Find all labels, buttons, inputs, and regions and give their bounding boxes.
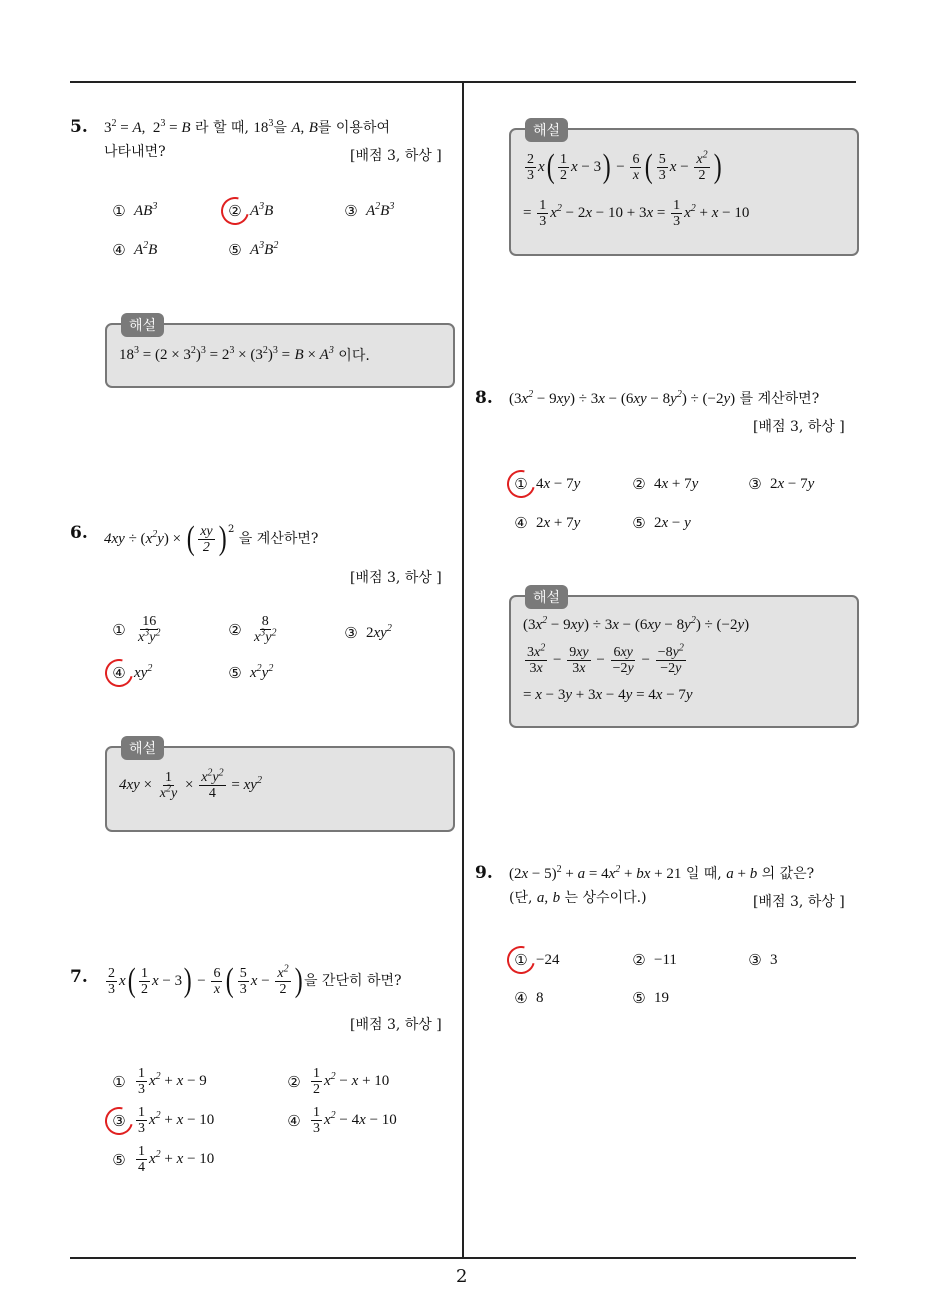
choice-1[interactable]: ① $\frac{1}{3}$ $x^2$ + x − 9 bbox=[110, 1066, 207, 1097]
choice-number: ① bbox=[512, 951, 530, 969]
score-label: [배점 3, 하상 ] bbox=[350, 1017, 442, 1033]
choice-5[interactable]: ⑤ $\frac{1}{4}$ $x^2$ + x − 10 bbox=[110, 1144, 214, 1175]
choice-4[interactable] bbox=[512, 989, 544, 1007]
choice-2[interactable]: ② $\frac{8}{x^3y^2}$ bbox=[226, 614, 280, 645]
choice-number: ① bbox=[112, 1072, 126, 1091]
score-label: [배점 3, 하상 ] bbox=[350, 570, 442, 586]
q5-text-b: 을 bbox=[273, 120, 287, 136]
choice-number: ② bbox=[287, 1072, 301, 1091]
bottom-rule bbox=[70, 1257, 856, 1259]
choice-number: ① bbox=[112, 620, 126, 639]
choice-4[interactable]: ④ $\frac{1}{3}$ $x^2$ − 4 x − 10 bbox=[285, 1105, 397, 1136]
question-text: 4xy ÷ ( $x^2y$ ) × ( $\frac{xy}{2}$ ) 2 을 계산하면? bbox=[104, 520, 319, 557]
explanation-box-q7 bbox=[509, 123, 859, 256]
explanation-tag: 해설 bbox=[525, 585, 568, 609]
choice-number: ④ bbox=[514, 989, 528, 1007]
choice-5[interactable] bbox=[630, 989, 669, 1007]
choice-number: ① bbox=[112, 202, 126, 220]
choice-value: −11 bbox=[654, 951, 677, 968]
explanation-tag: 해설 bbox=[121, 736, 164, 760]
answer-circle-mark bbox=[100, 654, 138, 692]
choice-number: ⑤ bbox=[228, 664, 242, 682]
choice-number: ② bbox=[226, 202, 244, 220]
choice-number: ⑤ bbox=[112, 1150, 126, 1169]
q9-line2-a: (단, bbox=[509, 890, 533, 906]
question-text: $(2x - 5)^2 + a = 4x^2$ + bx + 21 일 때, a + b 의 값은? (단, a, b 는 상수이다.) bbox=[509, 864, 815, 906]
choice-value: 8 bbox=[536, 989, 544, 1006]
explanation-line-2: = $\frac{1}{3}$ $x^2$ − 2 x − 10 + 3 x = $\frac{1}{3}$ $x^2$ + x − 10 bbox=[523, 198, 750, 229]
choice-number: ⑤ bbox=[632, 989, 646, 1007]
score-label: [배점 3, 하상 ] bbox=[753, 894, 845, 910]
choice-1[interactable]: ① $\frac{16}{x^3y^2}$ bbox=[110, 614, 164, 645]
choice-4[interactable]: ④ $xy^2$ bbox=[110, 664, 152, 682]
choice-number: ① bbox=[512, 475, 530, 493]
score-label: [배점 3, 하상 ] bbox=[350, 148, 442, 164]
explanation-box bbox=[509, 590, 859, 728]
choice-value: 19 bbox=[654, 989, 669, 1006]
explanation-line: 4xy × $\frac{1}{x^2y}$ × $\frac{x^2y^2}{4}$ = $xy^2$ bbox=[119, 767, 262, 801]
explanation-line-2: $\frac{3x^2}{3x}$ − $\frac{9xy}{3x}$ − $\frac{6xy}{-2y}$ − $\frac{-8y^2}{-2y}$ bbox=[527, 642, 684, 676]
explanation-tag: 해설 bbox=[525, 118, 568, 142]
q9-text-a: 일 때, bbox=[685, 866, 722, 882]
score-label: [배점 3, 하상 ] bbox=[753, 419, 845, 435]
choice-5[interactable]: ⑤ 2 x − y bbox=[630, 514, 691, 532]
choice-number: ③ bbox=[344, 624, 358, 642]
choice-3[interactable]: ③ $A^2B^3$ bbox=[342, 202, 394, 220]
choice-number: ④ bbox=[112, 241, 126, 259]
q5-text-c: 를 이용하여 bbox=[317, 120, 390, 136]
q9-text-b: 의 값은? bbox=[761, 866, 815, 882]
choice-2[interactable] bbox=[630, 951, 677, 969]
q6-text-suffix: 을 계산하면? bbox=[238, 531, 319, 547]
choice-number: ⑤ bbox=[632, 514, 646, 532]
choice-number: ⑤ bbox=[228, 241, 242, 259]
choice-3[interactable] bbox=[746, 951, 778, 969]
question-text: $3^2 = A$, $2^3 = B$ 라 할 때, $18^3$을 A, B를 이용하여 나타내면? bbox=[104, 118, 390, 160]
choice-4[interactable]: ④ $A^2B$ bbox=[110, 241, 157, 259]
question-number: 9. bbox=[475, 863, 493, 883]
explanation-suffix: 이다. bbox=[338, 348, 370, 364]
choice-value: −24 bbox=[536, 951, 560, 968]
choice-2[interactable]: ② $A^3B$ bbox=[226, 202, 273, 220]
choice-value: 3 bbox=[770, 951, 778, 968]
choice-number: ④ bbox=[514, 514, 528, 532]
choice-3[interactable]: ③ 2 x − 7 y bbox=[746, 475, 814, 493]
choice-number: ② bbox=[632, 475, 646, 493]
answer-circle-mark bbox=[100, 1101, 138, 1139]
choice-number: ③ bbox=[110, 1112, 128, 1130]
choice-number: ④ bbox=[287, 1111, 301, 1130]
question-number: 6. bbox=[70, 523, 88, 543]
explanation-line: $18^3 = (2 \times 3^2)^3 = 2^3 \times (3^2)^3$ = B × $A^3$ 이다. bbox=[119, 344, 370, 364]
choice-number: ② bbox=[228, 620, 242, 639]
explanation-line-3: = x − 3 y + 3 x − 4 y = 4 x − 7 y bbox=[523, 687, 693, 703]
column-divider bbox=[462, 82, 464, 1258]
choice-1[interactable]: ① 4 x − 7 y bbox=[512, 475, 580, 493]
q5-text-line2: 나타내면? bbox=[104, 144, 166, 160]
choice-number: ④ bbox=[110, 664, 128, 682]
q7-text-suffix: 을 간단히 하면? bbox=[303, 973, 402, 989]
choice-number: ③ bbox=[748, 475, 762, 493]
choice-1[interactable] bbox=[512, 951, 559, 969]
choice-5[interactable]: ⑤ $A^3B^2$ bbox=[226, 241, 278, 259]
choice-2[interactable]: ② 4 x + 7 y bbox=[630, 475, 698, 493]
explanation-tag: 해설 bbox=[121, 313, 164, 337]
q5-text-a: 라 할 때, bbox=[194, 120, 249, 136]
choice-number: ② bbox=[632, 951, 646, 969]
explanation-box bbox=[105, 318, 455, 388]
q9-line2-b: 는 상수이다.) bbox=[564, 890, 647, 906]
explanation-line-1: (3 $x^2$ − 9 xy ) ÷ 3 x − (6 xy − 8 $y^2$ ) ÷ (−2 y ) bbox=[523, 615, 750, 633]
explanation-box bbox=[105, 741, 455, 832]
page-number: 2 bbox=[456, 1266, 468, 1287]
question-number: 5. bbox=[70, 117, 88, 137]
choice-3[interactable]: ③ $\frac{1}{3}$ $x^2$ + x − 10 bbox=[110, 1105, 214, 1136]
choice-5[interactable]: ⑤ $x^2y^2$ bbox=[226, 664, 273, 682]
choice-number: ③ bbox=[344, 202, 358, 220]
question-text: $\frac{2}{3}$ x ( $\frac{1}{2}$ x − 3 ) − $\frac{6}{x}$ ( $\frac{5}{3}$ x − $\frac{x^2}{2}$ ) 을 간단히 하면? bbox=[108, 962, 402, 999]
choice-number: ③ bbox=[748, 951, 762, 969]
choice-4[interactable]: ④ 2 x + 7 y bbox=[512, 514, 580, 532]
question-text: $(3x^2 - 9xy) \div 3x - (6xy - 8y^2) \div (-2y)$ 를 계산하면? bbox=[509, 389, 820, 407]
answer-circle-mark bbox=[502, 465, 540, 503]
explanation-line-1: $\frac{2}{3}$ x ( $\frac{1}{2}$ x − 3 ) − $\frac{6}{x}$ ( $\frac{5}{3}$ x − $\frac{x^2}{2}$ ) bbox=[527, 148, 722, 185]
question-number: 8. bbox=[475, 388, 493, 408]
answer-circle-mark bbox=[502, 941, 540, 979]
answer-circle-mark bbox=[216, 192, 254, 230]
choice-1[interactable]: ① $AB^3$ bbox=[110, 202, 157, 220]
q8-text-suffix: 를 계산하면? bbox=[739, 391, 820, 407]
question-number: 7. bbox=[70, 967, 88, 987]
choice-2[interactable]: ② $\frac{1}{2}$ $x^2$ − x + 10 bbox=[285, 1066, 389, 1097]
choice-3[interactable]: ③ 2 $xy^2$ bbox=[342, 624, 392, 642]
